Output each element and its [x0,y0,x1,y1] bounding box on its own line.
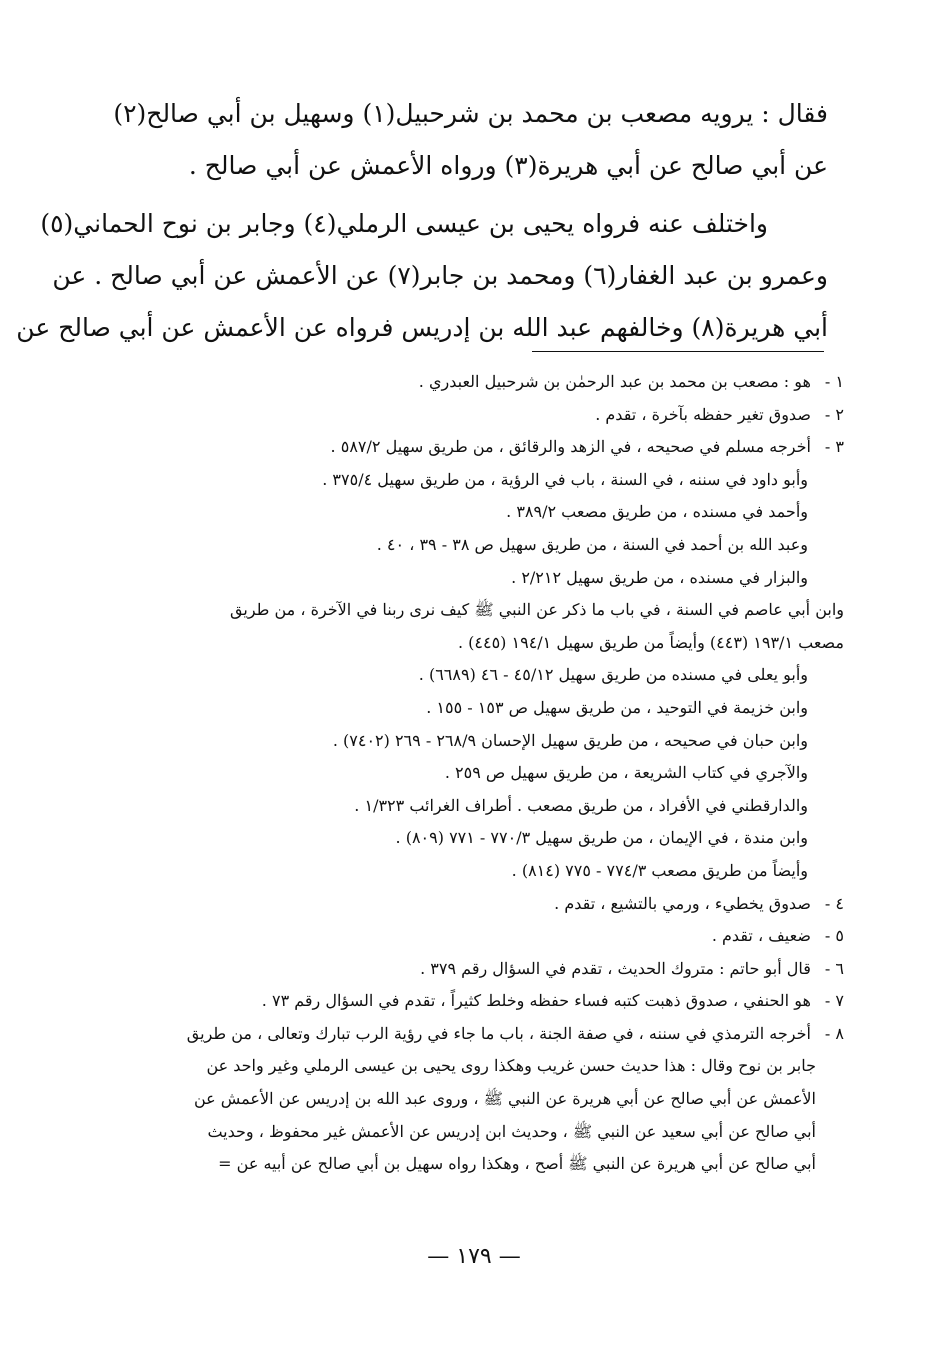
footnote-number: ٣ - [824,437,844,457]
footnote-number: ٨ - [824,1023,844,1043]
footnote-text: وأحمد في مسنده ، من طريق مصعب ٣٨٩/٢ . [506,502,808,522]
footnote-line [128,725,844,758]
footnote-line [128,855,844,888]
footnote-number: ٧ - [824,991,844,1011]
footnote-text: وابن حبان في صحيحه ، من طريق سهيل الإحسان ٢٦٨/٩ - ٢٦٩ (٧٤٠٢) . [332,730,808,750]
footnote-text: والبزار في مسنده ، من طريق سهيل ٢/٢١٢ . [511,567,808,587]
footnote-number: ٦ - [824,958,844,978]
footnote-number: ٥ - [824,926,844,946]
footnote-line [128,627,844,660]
main-text [16,88,828,354]
footnote-line [128,790,844,823]
main-text-line: فقال : يرويه مصعب بن محمد بن شرحبيل(١) وسهيل بن أبي صالح(٢) [113,99,828,128]
footnote-text: مصعب ١٩٣/١ (٤٤٣) وأيضاً من طريق سهيل ١٩٤/١ (٤٤٥) . [457,632,844,652]
footnote-line [128,1018,844,1051]
footnote-line [128,464,844,497]
footnote-line [128,1148,844,1181]
footnote-line [128,920,844,953]
footnote-text: وابن مندة ، في الإيمان ، من طريق سهيل ٧٧٠/٣ - ٧٧١ (٨٠٩) . [395,828,808,848]
footnote-number: ٤ - [824,893,844,913]
footnote-text: صدوق يخطيء ، ورمي بالتشيع ، تقدم . [554,893,811,913]
footnote-text: أبي صالح عن أبي سعيد عن النبي ﷺ ، وحديث ابن إدريس عن الأعمش غير محفوظ ، وحديث [207,1121,816,1141]
footnote-line [128,659,844,692]
footnote-line [128,757,844,790]
footnote-text: ضعيف ، تقدم . [711,926,811,946]
main-text-line: عن أبي صالح عن أبي هريرة(٣) ورواه الأعمش عن أبي صالح . [188,151,828,180]
footnote-text: أخرجه الترمذي في سننه ، في صفة الجنة ، باب ما جاء في رؤية الرب تبارك وتعالى ، من طريق [186,1023,811,1043]
footnote-line [128,1116,844,1149]
footnote-line [128,529,844,562]
footnote-line [128,953,844,986]
footnote-line [128,985,844,1018]
footnote-text: الأعمش عن أبي صالح عن أبي هريرة عن النبي ﷺ ، وروى عبد الله بن إدريس عن الأعمش عن [193,1089,816,1109]
footnote-text: قال أبو حاتم : متروك الحديث ، تقدم في السؤال رقم ٣٧٩ . [420,958,811,978]
footnote-line [128,366,844,399]
footnote-text: وابن أبي عاصم في السنة ، في باب ما ذكر عن النبي ﷺ كيف نرى ربنا في الآخرة ، من طريق [230,600,844,620]
footnote-text: والدارقطني في الأفراد ، من طريق مصعب . أطراف الغرائب ١/٣٢٣ . [354,795,808,815]
main-text-line: وعمرو بن عبد الغفار(٦) ومحمد بن جابر(٧) عن الأعمش عن أبي صالح . عن [52,261,828,290]
footnote-line [128,431,844,464]
footnote-line [128,1050,844,1083]
footnote-text: أبي صالح عن أبي هريرة عن النبي ﷺ أصح ، وهكذا رواه سهيل بن أبي صالح عن أبيه عن = [218,1154,816,1174]
page-number: — ١٧٩ — [427,1244,521,1269]
footnote-line [128,822,844,855]
footnote-text: جابر بن نوح وقال : هذا حديث حسن غريب وهكذا روى يحيى بن عيسى الرملي وغير واحد عن [206,1056,816,1076]
footnote-line [128,888,844,921]
footnote-line [128,1083,844,1116]
footnote-text: وعبد الله بن أحمد في السنة ، من طريق سهيل ص ٣٨ - ٣٩ ، ٤٠ . [376,534,808,554]
footnote-text: هو الحنفي ، صدوق ذهبت كتبه فساء حفظه وخلط كثيراً ، تقدم في السؤال رقم ٧٣ . [261,991,811,1011]
footnote-text: وابن خزيمة في التوحيد ، من طريق سهيل ص ١٥٣ - ١٥٥ . [426,697,808,717]
footnote-text: صدوق تغير حفظه بآخرة ، تقدم . [595,404,811,424]
footnote-number: ١ - [824,372,844,391]
footnote-line [128,594,844,627]
footnote-line [128,399,844,432]
footnote-line [128,496,844,529]
footnote-text: وأبو يعلى في مسنده من طريق سهيل ٤٥/١٢ - ٤٦ (٦٦٨٩) . [418,665,808,685]
footnote-text: وأيضاً من طريق مصعب ٧٧٤/٣ - ٧٧٥ (٨١٤) . [511,860,808,880]
main-text-line: واختلف عنه فرواه يحيى بن عيسى الرملي(٤) وجابر بن نوح الحماني(٥) [40,209,768,238]
footnote-text: وأبو داود في سننه ، في السنة ، باب في الرؤية ، من طريق سهيل ٣٧٥/٤ . [322,469,808,489]
footnotes [128,366,844,1181]
footnote-text: أخرجه مسلم في صحيحه ، في الزهد والرقائق ، من طريق سهيل ٥٨٧/٢ . [330,437,811,457]
footnote-number: ٢ - [824,404,844,424]
footnote-text: هو : مصعب بن محمد بن عبد الرحمٰن بن شرحبيل العبدري . [418,372,811,391]
footnote-line [128,692,844,725]
footnote-text: والآجري في كتاب الشريعة ، من طريق سهيل ص ٢٥٩ . [444,763,808,783]
footnote-divider [532,351,824,352]
main-text-line: أبي هريرة(٨) وخالفهم عبد الله بن إدريس فرواه عن الأعمش عن أبي صالح عن [16,313,828,342]
footnote-line [128,562,844,595]
